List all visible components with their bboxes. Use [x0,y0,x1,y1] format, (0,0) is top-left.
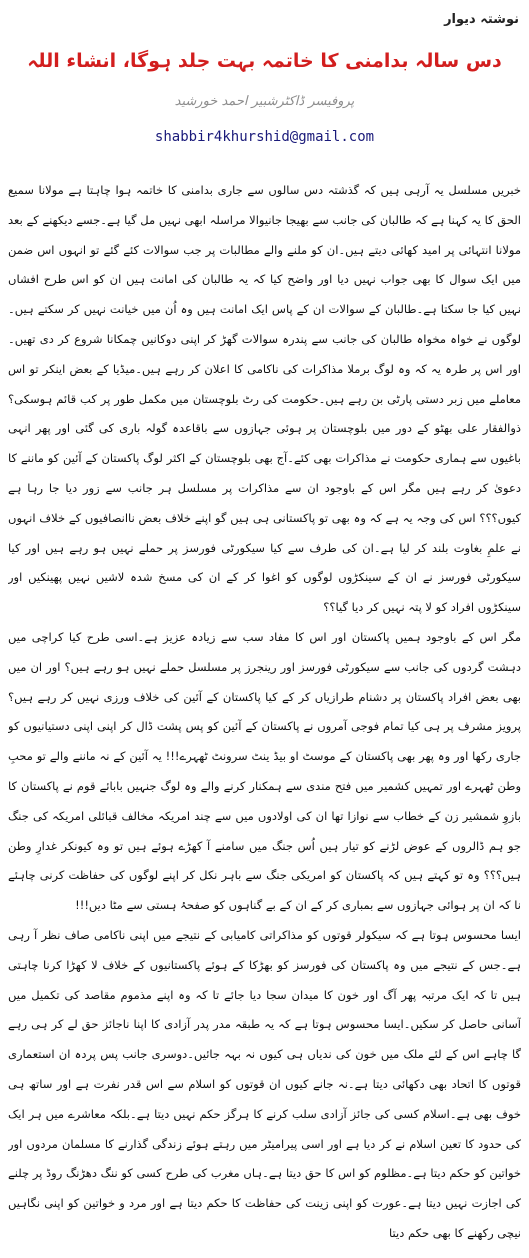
column-kicker: نوشتہ دیوار [444,12,519,27]
article-headline: دس سالہ بدامنی کا خاتمہ بہت جلد ہوگا، انشاء اللہ [27,50,502,72]
article-body [8,176,521,1252]
author-email: shabbir4khurshid@gmail.com [154,129,375,145]
article-paragraph: ایسا محسوس ہوتا ہے کہ سیکولر قوتوں کو مذاکراتی کامیابی کے نتیجے میں اپنی ناکامی صاف نظر آ رہی ہے۔جس کے نتیجے میں وہ پاکستان کی فورسز کو بھڑکا کے ہوئے پاکستانیوں کے خلاف لا کھڑا کرنا چاہتی ہیں تا کہ ایک مرتبہ پھر آگ اور خون کا میدان سجا دیا جائے تا کہ وہ اپنے مذموم مقاصد کی تکمیل میں آسانی حاصل کر سکیں۔ایسا محسوس ہوتا ہے کہ یہ طبقہ مدر پدر آزادی کا اپنا ناجائز حق لے کر ہی رہے گا چاہے اس کے لئے ملک میں خون کی ندیاں ہی کیوں نہ بہہ جائیں۔دوسری جانب پس پردہ ان استعماری قوتوں کا اتحاد بھی دکھائی دیتا ہے۔نہ جانے کیوں ان قوتوں کو اسلام سے اس قدر نفرت ہے اور ساتھ ہی خوف بھی ہے۔اسلام کسی کی جائز آزادی سلب کرنے کا ہرگز حکم نہیں دیتا ہے۔بلکہ معاشرے میں ہر ایک کی حدود کا تعین اسلام نے کر دیا ہے اور اسی پیرامیٹر میں رہتے ہوئے زندگی گذارنے کا مسلمان مردوں اور خواتین کو حکم دیتا ہے۔مظلوم کو اس کا حق دیتا ہے۔ہاں مغرب کی طرح کسی کو ننگ دھڑنگ روڈ پر چلنے کی اجازت نہیں دیتا ہے۔عورت کو اپنی زینت کی حفاظت کا حکم دیتا ہے اور مرد و خواتین کو اپنی نگاہیں نیچی رکھنے کا بھی حکم دیتا [8,927,521,1240]
article-paragraph: خبریں مسلسل یہ آرہی ہیں کہ گذشتہ دس سالوں سے جاری بدامنی کا خاتمہ ہوا چاہتا ہے مولانا سمیع الحق کا یہ کہنا ہے کہ طالبان کی جانب سے بھیجا جانیوالا مراسلہ ابھی نہیں مل گیا ہے۔جسے دیکھنے کے بعد مولانا انتہائی پر امید کھائی دیتے ہیں۔ان کو ملنے والے مطالبات پر جب سوالات کئے گئے تو انہوں اس ضمن میں ایک سوال کا بھی جواب نہیں دیا اور واضح کیا کہ یہ طالبان کی امانت ہیں ان کو اس طرح افشاں نہیں کیا جا سکتا ہے۔طالبان کے سوالات ان کے پاس ایک امانت ہیں وہ اُن میں خیانت نہیں کر سکتے ہیں۔لوگوں نے خواہ مخواہ طالبان کی جانب سے پندرہ سوالات گھڑ کر اپنی دوکانیں چمکانا شروع کر دی تھیں۔اور اس پر طرہ یہ کہ وہ لوگ برملا مذاکرات کی ناکامی کا اعلان کر رہے ہیں۔میڈیا کے بعض اینکر تو اس معاملے میں زبر دستی پارٹی بن رہے ہیں۔حکومت کی رٹ بلوچستان میں مکمل طور پر کب قائم ہوسکی؟ ذوالفقار علی بھٹو کے دور میں بلوچستان پر ہوئی جہازوں سے باقاعدہ گولہ باری کی گئی اور پھر انہی باغیوں سے ہماری حکومت نے مذاکرات بھی کئے۔آج بھی بلوچستان کے اکثر لوگ پاکستان کے آئین کو ماننے کا دعویٰ کر رہے ہیں مگر اس کے باوجود ان سے مذاکرات پر مسلسل ہر جانب سے زور دیا جا رہا ہے کیوں؟؟؟ اس کی وجہ یہ ہے کہ وہ بھی تو پاکستانی ہی ہیں گو اپنے خلاف بعض ناانصافیوں کے خلاف انہوں نے علمِ بغاوت بلند کر لیا ہے۔ان کی طرف سے کیا سیکورٹی فورسز پر حملے نہیں ہو رہے ہیں اور کیا سیکورٹی فورسز نے ان کے سینکڑوں لوگوں کو اغوا کر کے ان کی مسخ شدہ لاشیں نہیں پھینکیں اور سینکڑوں افراد کو لا پتہ نہیں کر دیا گیا؟؟ [8,183,521,615]
article-paragraph: مگر اس کے باوجود ہمیں پاکستان اور اس کا مفاد سب سے زیادہ عزیز ہے۔اسی طرح کیا کراچی میں دہشت گردوں کی جانب سے سیکورٹی فورسز اور رینجرز پر مسلسل حملے نہیں ہو رہے ہیں؟ اور ان میں بھی بعض افراد پاکستان پر دشنام طرازیاں کر کے کیا پاکستان کے آئین کی خلاف ورزی نہیں کر رہے ہیں؟ پرویز مشرف پر ہی کیا تمام فوجی آمروں نے پاکستان کے آئین کو پس پشت ڈال کر اپنی اپنی دستیانیوں کو جاری رکھا اور وہ پھر بھی پاکستان کے موسٹ او بیڈ ینٹ سرونٹ ٹھہرے!!! یہ آئین کے نہ ماننے والے تو محبِ وطن ٹھہرے اور تمہیں کشمیر میں فتح مندی سے ہمکنار کرنے والے وہ لوگ جنہیں بابائے قوم نے پاکستان کا بازوِ شمشیر زن کے خطاب سے نوازا تھا ان کی اولادوں میں سے چند امریکہ مخالف قبائلی امریکہ کی جنگ جو ہم ڈالروں کے عوض لڑنے کو تیار ہیں اُس جنگ میں سامنے آ کھڑے ہوئے ہیں تو وہ کیونکر غدارِ وطن ہیں؟؟؟ وہ تو کہتے ہیں کہ پاکستان کو امریکی جنگ سے باہر نکل کر اپنے لوگوں کی حفاظت کرنی چاہئے نا کہ ان پر ہوائی جہازوں سے بمباری کر کے ان کے بے گناہوں کو صفحۂ ہستی سے مٹا دیں!!! [8,629,521,913]
author-byline: پروفیسر ڈاکٹرشبیر احمد خورشید [174,94,355,109]
